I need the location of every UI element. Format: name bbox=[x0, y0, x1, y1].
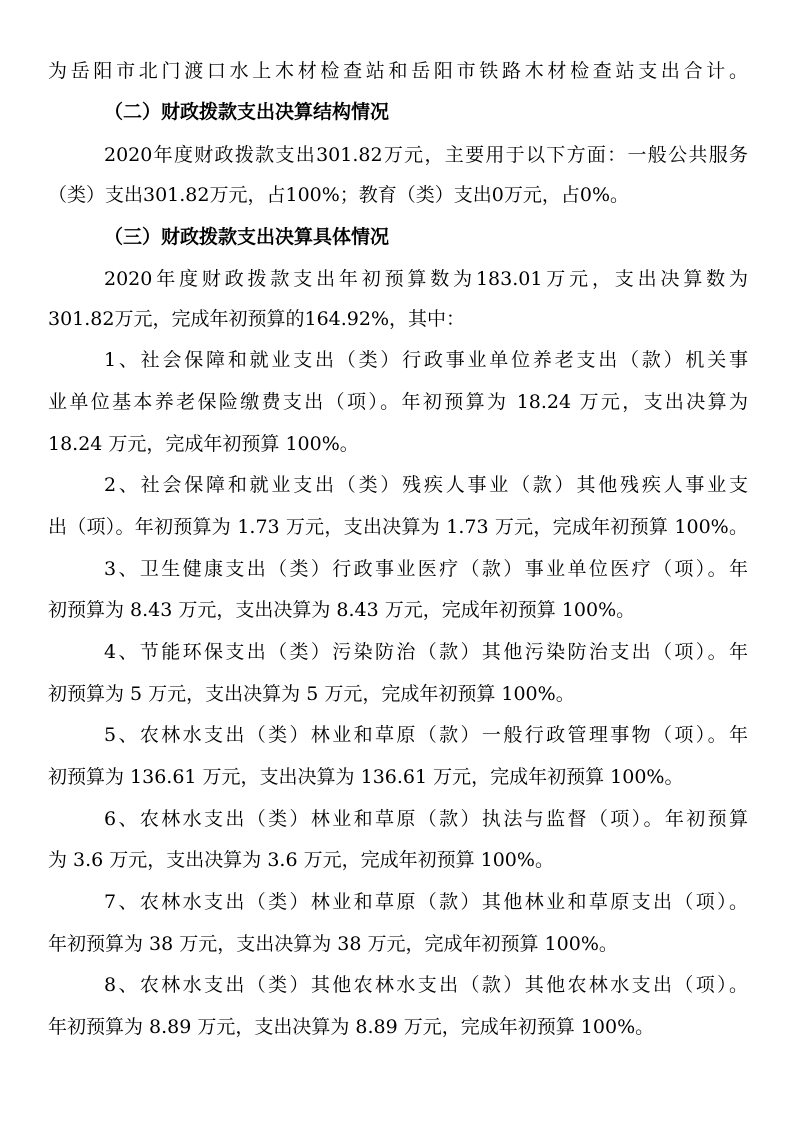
item-2-line-2: 出（项）。年初预算为 1.73 万元，支出决算为 1.73 万元，完成年初预算 100%。 bbox=[48, 516, 748, 538]
item-1-line-1: 1、社会保障和就业支出（类）行政事业单位养老支出（款）机关事 bbox=[104, 349, 748, 371]
structure-line-1: 2020年度财政拨款支出301.82万元，主要用于以下方面：一般公共服务 bbox=[104, 144, 748, 166]
item-6-line-1: 6、农林水支出（类）林业和草原（款）执法与监督（项）。年初预算 bbox=[104, 808, 748, 830]
item-8-line-1: 8、农林水支出（类）其他农林水支出（款）其他农林水支出（项）。 bbox=[104, 974, 748, 996]
details-intro-line-1: 2020年度财政拨款支出年初预算数为183.01万元，支出决算数为 bbox=[104, 268, 748, 290]
structure-line-2: （类）支出301.82万元，占100%；教育（类）支出0万元，占0%。 bbox=[48, 184, 630, 206]
item-4-line-1: 4、节能环保支出（类）污染防治（款）其他污染防治支出（项）。年 bbox=[104, 641, 748, 663]
item-5-line-2: 初预算为 136.61 万元，支出决算为 136.61 万元，完成年初预算 100%。 bbox=[48, 766, 684, 788]
item-1-line-2: 业单位基本养老保险缴费支出（项）。年初预算为 18.24 万元，支出决算为 bbox=[48, 391, 748, 413]
item-3-line-2: 初预算为 8.43 万元，支出决算为 8.43 万元，完成年初预算 100%。 bbox=[48, 599, 636, 621]
details-intro-line-2: 301.82万元，完成年初预算的164.92%，其中： bbox=[48, 308, 466, 330]
item-6-line-2: 为 3.6 万元，支出决算为 3.6 万元，完成年初预算 100%。 bbox=[48, 849, 554, 871]
item-7-line-1: 7、农林水支出（类）林业和草原（款）其他林业和草原支出（项）。 bbox=[104, 891, 748, 913]
section-heading-structure: （二）财政拨款支出决算结构情况 bbox=[104, 101, 390, 123]
item-3-line-1: 3、卫生健康支出（类）行政事业医疗（款）事业单位医疗（项）。年 bbox=[104, 558, 748, 580]
paragraph-continuation: 为岳阳市北门渡口水上木材检查站和岳阳市铁路木材检查站支出合计。 bbox=[48, 60, 748, 82]
item-5-line-1: 5、农林水支出（类）林业和草原（款）一般行政管理事物（项）。年 bbox=[104, 724, 748, 746]
item-8-line-2: 年初预算为 8.89 万元，支出决算为 8.89 万元，完成年初预算 100%。 bbox=[48, 1016, 655, 1038]
item-2-line-1: 2、社会保障和就业支出（类）残疾人事业（款）其他残疾人事业支 bbox=[104, 474, 748, 496]
section-heading-details: （三）财政拨款支出决算具体情况 bbox=[104, 226, 390, 248]
item-1-line-3: 18.24 万元，完成年初预算 100%。 bbox=[48, 433, 359, 455]
item-4-line-2: 初预算为 5 万元，支出决算为 5 万元，完成年初预算 100%。 bbox=[48, 683, 575, 705]
item-7-line-2: 年初预算为 38 万元，支出决算为 38 万元，完成年初预算 100%。 bbox=[48, 933, 618, 955]
